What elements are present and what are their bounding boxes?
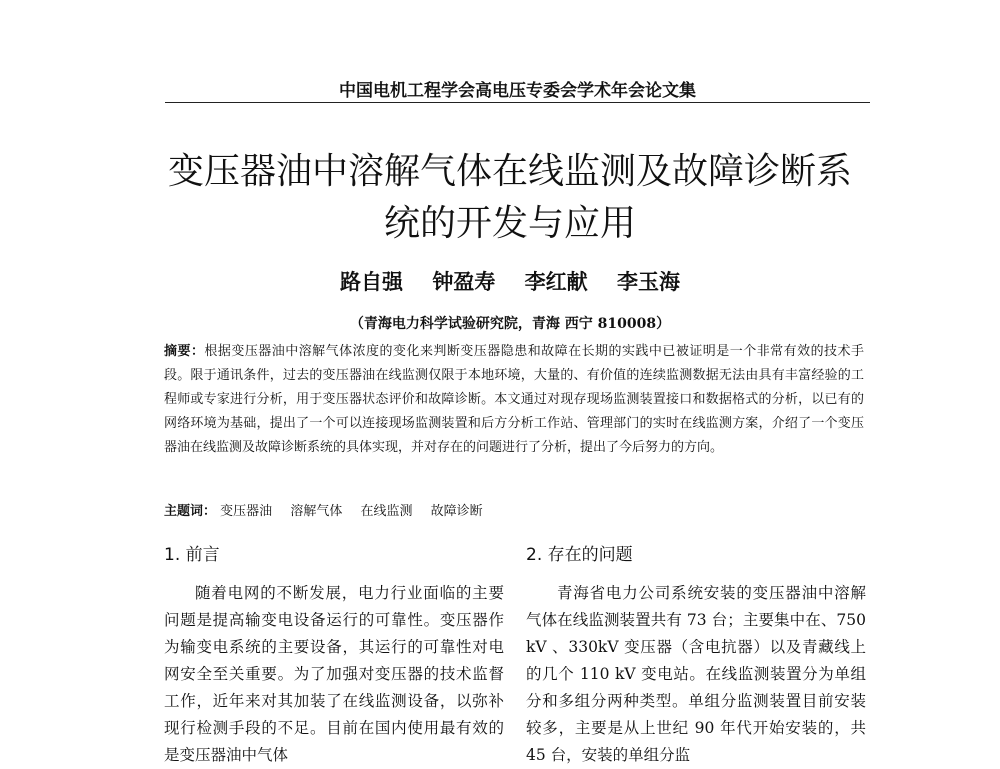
abstract-label: 摘要： <box>164 344 205 359</box>
running-header: 中国电机工程学会高电压专委会学术年会论文集 <box>339 81 696 101</box>
section-body-introduction: 随着电网的不断发展，电力行业面临的主要问题是提高输变电设备运行的可靠性。变压器作为输变电系统的主要设备，其运行的可靠性对电网安全至关重要。为了加强对变压器的技术监督工作，近年来对其加装了在线监测设备，以弥补现行检测手段的不足。目前在国内使用最有效的是变压器油中气体 <box>164 584 504 764</box>
section-title-problems: 2. 存在的问题 <box>526 545 633 565</box>
author: 李红献 <box>524 269 588 294</box>
abstract <box>164 340 864 460</box>
section-title-introduction: 1. 前言 <box>164 545 220 565</box>
abstract-text: 根据变压器油中溶解气体浓度的变化来判断变压器隐患和故障在长期的实践中已被证明是一个非常有效的技术手段。限于通讯条件，过去的变压器油在线监测仅限于本地环境，大量的、有价值的连续监测数据无法由具有丰富经验的工程师或专家进行分析，用于变压器状态评价和故障诊断。本文通过对现存现场监测装置接口和数据格式的分析，以已有的网络环境为基础，提出了一个可以连接现场监测装置和后方分析工作站、管理部门的实时在线监测方案，介绍了一个变压器油在线监测及故障诊断系统的具体实现，并对存在的问题进行了分析，提出了今后努力的方向。 <box>164 344 864 455</box>
column-right <box>526 540 866 769</box>
author: 路自强 <box>340 269 404 294</box>
title-line: 统的开发与应用 <box>383 203 636 244</box>
keyword: 故障诊断 <box>430 504 483 519</box>
keyword: 溶解气体 <box>290 504 343 519</box>
author-list <box>160 266 860 296</box>
affiliation: （青海电力科学试验研究院，青海 西宁 810008） <box>349 316 671 332</box>
header-rule <box>165 102 870 103</box>
title-line: 变压器油中溶解气体在线监测及故障诊断系 <box>167 151 852 192</box>
author: 钟盈寿 <box>432 269 496 294</box>
keywords <box>164 500 864 519</box>
column-left <box>164 540 504 769</box>
section-body-problems: 青海省电力公司系统安装的变压器油中溶解气体在线监测装置共有 73 台；主要集中在、750 kV 、330kV 变压器（含电抗器）以及青藏线上的几个 110 kV 变电站。在线监测装置分为单组分和多组分两种类型。单组分监测装置目前安装较多，主要是从上世纪 90 年代开始安装的，共 45 台，安装的单组分监 <box>526 584 866 764</box>
keyword: 变压器油 <box>220 504 273 519</box>
keyword: 在线监测 <box>360 504 413 519</box>
author: 李玉海 <box>616 269 680 294</box>
paper-title <box>150 146 870 250</box>
keywords-label: 主题词： <box>164 504 217 519</box>
